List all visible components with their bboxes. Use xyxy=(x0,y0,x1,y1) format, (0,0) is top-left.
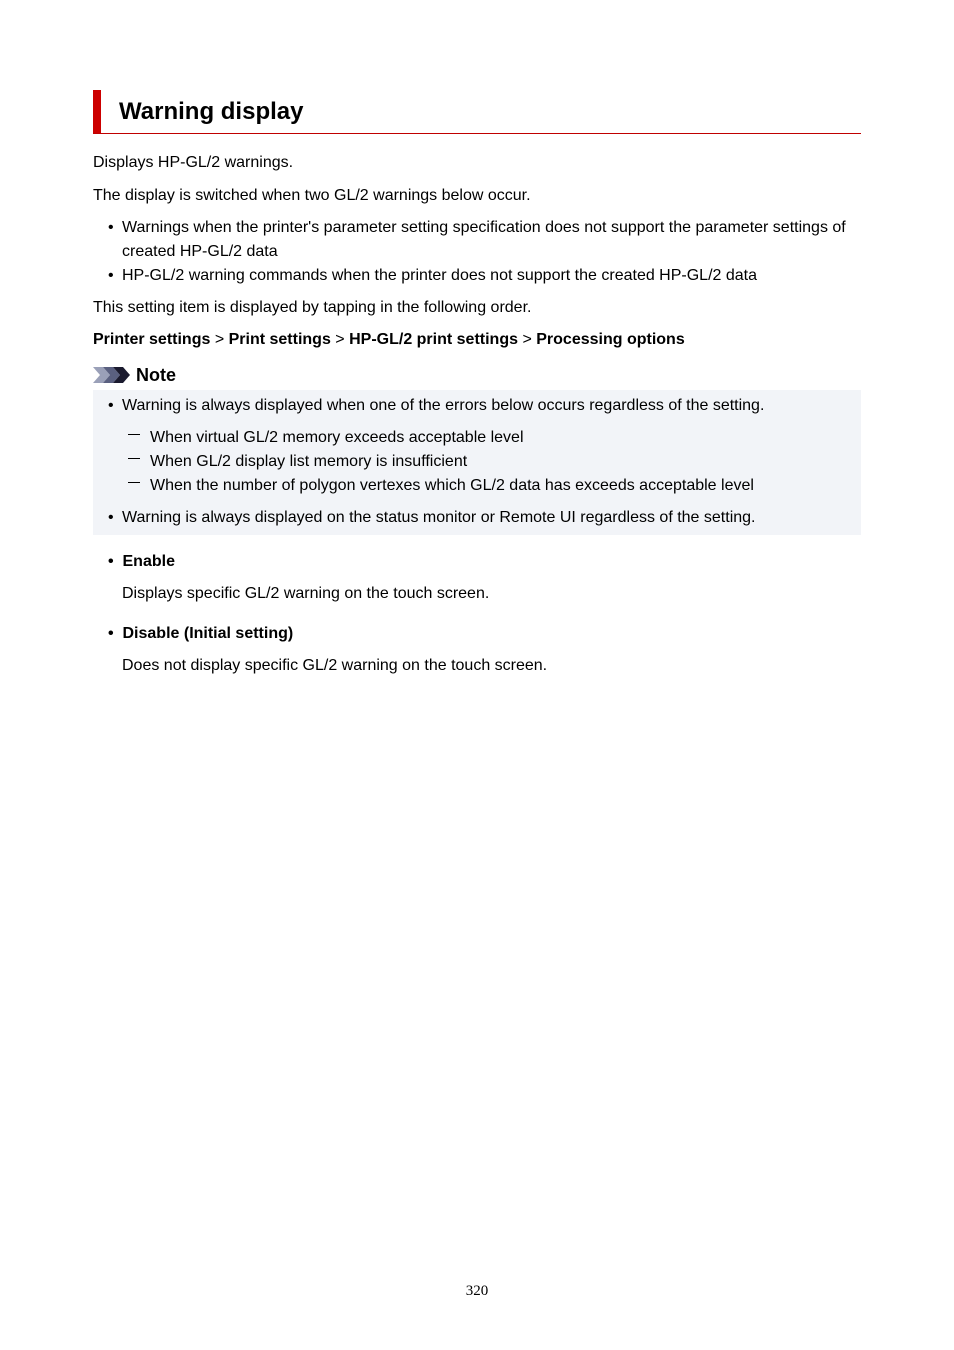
dash-icon xyxy=(128,434,140,435)
dash-icon xyxy=(128,458,140,459)
path-separator: > xyxy=(214,331,225,348)
bullet-icon: • xyxy=(108,625,123,642)
path-separator: > xyxy=(522,331,532,348)
bullet-icon: • xyxy=(108,553,123,570)
bullet-icon: • xyxy=(108,219,114,236)
page-title: Warning display xyxy=(119,98,304,125)
heading-accent-bar xyxy=(93,90,101,133)
switch-paragraph: The display is switched when two GL/2 warnings below occur. xyxy=(93,187,531,204)
option-title: • Enable xyxy=(108,553,175,570)
option-description: Displays specific GL/2 warning on the touch screen. xyxy=(122,585,490,602)
dash-icon xyxy=(128,482,140,483)
settings-path xyxy=(93,330,685,350)
bullet-icon: • xyxy=(108,397,114,414)
note-list-item: • Warning is always displayed when one of the errors below occurs regardless of the setting. xyxy=(108,394,858,418)
intro-paragraph: Displays HP-GL/2 warnings. xyxy=(93,154,294,171)
condition-list-item: • HP-GL/2 warning commands when the printer does not support the created HP-GL/2 data xyxy=(108,264,858,288)
path-step: Processing options xyxy=(536,331,685,348)
path-separator: > xyxy=(335,331,345,348)
page-number: 320 xyxy=(465,1283,489,1299)
path-step: HP-GL/2 print settings xyxy=(349,331,518,348)
bullet-icon: • xyxy=(108,267,114,284)
condition-list-item: • Warnings when the printer's parameter setting specification does not support the parameter settings of created HP-GL/2 data xyxy=(108,216,858,264)
note-chevrons-icon xyxy=(93,367,131,383)
note-list-item: • Warning is always displayed on the status monitor or Remote UI regardless of the setting. xyxy=(108,506,858,530)
path-step: Printer settings xyxy=(93,331,211,348)
note-subitem: When the number of polygon vertexes which GL/2 data has exceeds acceptable level xyxy=(128,476,754,496)
note-label: Note xyxy=(136,365,176,385)
note-subitem: When virtual GL/2 memory exceeds acceptable level xyxy=(128,428,524,448)
section-heading xyxy=(93,90,861,134)
path-step: Print settings xyxy=(228,331,331,348)
option-description: Does not display specific GL/2 warning on the touch screen. xyxy=(122,657,548,674)
order-paragraph: This setting item is displayed by tapping in the following order. xyxy=(93,299,532,316)
note-subitem: When GL/2 display list memory is insufficient xyxy=(128,452,467,472)
bullet-icon: • xyxy=(108,509,114,526)
option-title: • Disable (Initial setting) xyxy=(108,625,294,642)
